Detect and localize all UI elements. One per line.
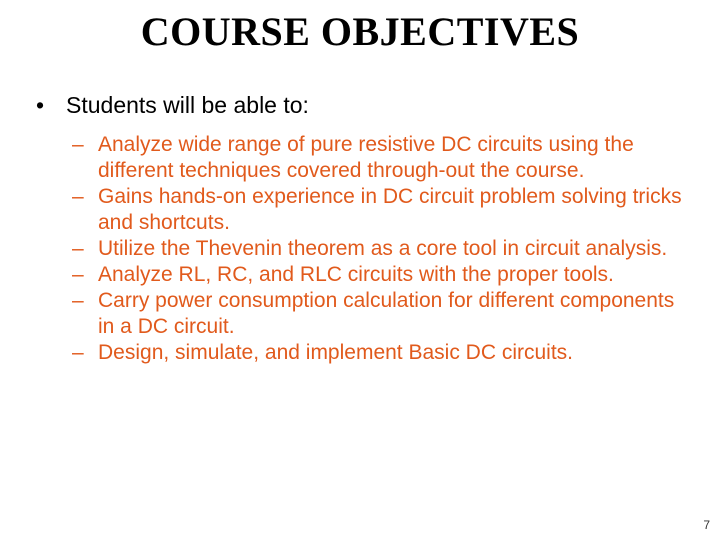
objective-text: Utilize the Thevenin theorem as a core tool in circuit analysis.	[98, 237, 668, 260]
objective-text: Design, simulate, and implement Basic DC circuits.	[98, 341, 574, 364]
objective-text: Carry power consumption calculation for different components in a DC circuit.	[98, 289, 675, 338]
dash-icon: –	[72, 289, 84, 312]
slide-title: COURSE OBJECTIVES	[140, 9, 580, 54]
objective-item	[72, 340, 692, 366]
dash-icon: –	[72, 237, 84, 260]
objective-item	[72, 288, 692, 340]
page-number: 7	[703, 518, 710, 532]
objective-item	[72, 132, 692, 184]
bullet-icon: •	[36, 92, 45, 118]
objective-item	[72, 236, 692, 262]
objectives-list	[72, 132, 692, 366]
dash-icon: –	[72, 133, 84, 156]
dash-icon: –	[72, 341, 84, 364]
dash-icon: –	[72, 263, 84, 286]
dash-icon: –	[72, 185, 84, 208]
objective-text: Gains hands-on experience in DC circuit problem solving tricks and shortcuts.	[98, 185, 682, 234]
objective-item	[72, 262, 692, 288]
objective-text: Analyze RL, RC, and RLC circuits with the proper tools.	[98, 263, 614, 286]
intro-text: Students will be able to:	[66, 92, 309, 118]
objective-item	[72, 184, 692, 236]
objective-text: Analyze wide range of pure resistive DC circuits using the different techniques covered through-out the course.	[98, 133, 634, 182]
intro-bullet	[36, 90, 309, 120]
